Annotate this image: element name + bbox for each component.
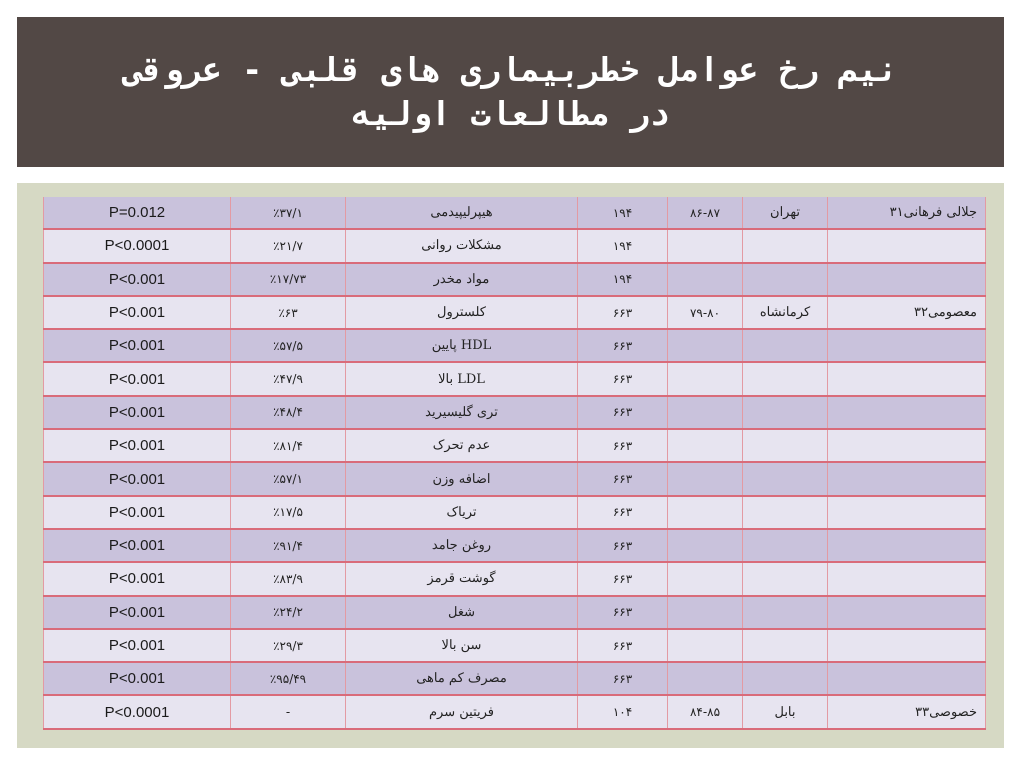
p-value-cell: P<0.001: [44, 496, 231, 529]
risk-factor-cell: روغن جامد: [346, 529, 578, 562]
author-cell: [828, 629, 986, 662]
p-value-cell: P<0.001: [44, 662, 231, 695]
p-value-cell: P<0.001: [44, 529, 231, 562]
p-value-cell: P<0.001: [44, 396, 231, 429]
table-body: [44, 197, 986, 729]
percent-cell: ٪۲۱/۷: [231, 229, 346, 262]
study-year-cell: [668, 329, 743, 362]
risk-factor-cell: LDL بالا: [346, 362, 578, 395]
sample-size-cell: ۶۶۳: [578, 562, 668, 595]
risk-factor-cell: عدم تحرک: [346, 429, 578, 462]
p-value-cell: P<0.001: [44, 263, 231, 296]
author-cell: [828, 529, 986, 562]
table-row: [44, 263, 986, 296]
percent-cell: ٪۲۹/۳: [231, 629, 346, 662]
risk-factor-cell: مشکلات روانی: [346, 229, 578, 262]
city-cell: [743, 462, 828, 495]
table-row: [44, 596, 986, 629]
author-cell: معصومی۳۲: [828, 296, 986, 329]
percent-cell: ٪۳۷/۱: [231, 197, 346, 229]
sample-size-cell: ۶۶۳: [578, 496, 668, 529]
sample-size-cell: ۶۶۳: [578, 529, 668, 562]
city-cell: [743, 562, 828, 595]
city-cell: [743, 362, 828, 395]
slide-title-bar: [17, 17, 1004, 167]
risk-factor-cell: تری گلیسیرید: [346, 396, 578, 429]
city-cell: [743, 529, 828, 562]
city-cell: [743, 229, 828, 262]
author-cell: [828, 429, 986, 462]
author-cell: جلالی فرهانی۳۱: [828, 197, 986, 229]
study-year-cell: [668, 596, 743, 629]
risk-factor-cell: مصرف کم ماهی: [346, 662, 578, 695]
p-value-cell: P<0.001: [44, 362, 231, 395]
city-cell: کرمانشاه: [743, 296, 828, 329]
p-value-cell: P<0.001: [44, 629, 231, 662]
sample-size-cell: ۶۶۳: [578, 662, 668, 695]
table-row: [44, 562, 986, 595]
risk-factor-cell: فریتین سرم: [346, 695, 578, 728]
table-row: [44, 496, 986, 529]
study-year-cell: [668, 396, 743, 429]
city-cell: بابل: [743, 695, 828, 728]
risk-factor-table: [43, 197, 986, 730]
p-value-cell: P<0.001: [44, 462, 231, 495]
sample-size-cell: ۶۶۳: [578, 296, 668, 329]
risk-factor-cell: شغل: [346, 596, 578, 629]
risk-factor-cell: سن بالا: [346, 629, 578, 662]
study-year-cell: ۸۶-۸۷: [668, 197, 743, 229]
percent-cell: ٪۹۵/۴۹: [231, 662, 346, 695]
author-cell: [828, 496, 986, 529]
study-year-cell: ۷۹-۸۰: [668, 296, 743, 329]
table-row: [44, 197, 986, 229]
percent-cell: ٪۹۱/۴: [231, 529, 346, 562]
risk-factor-cell: کلسترول: [346, 296, 578, 329]
p-value-cell: P<0.001: [44, 296, 231, 329]
table-row: [44, 362, 986, 395]
p-value-cell: P<0.0001: [44, 229, 231, 262]
city-cell: [743, 396, 828, 429]
author-cell: [828, 229, 986, 262]
sample-size-cell: ۱۹۴: [578, 197, 668, 229]
risk-factor-cell: مواد مخدر: [346, 263, 578, 296]
sample-size-cell: ۱۰۴: [578, 695, 668, 728]
sample-size-cell: ۱۹۴: [578, 229, 668, 262]
percent-cell: ٪۵۷/۵: [231, 329, 346, 362]
table-row: [44, 429, 986, 462]
p-value-cell: P=0.012: [44, 197, 231, 229]
study-year-cell: [668, 429, 743, 462]
author-cell: [828, 562, 986, 595]
city-cell: [743, 329, 828, 362]
author-cell: [828, 462, 986, 495]
city-cell: [743, 596, 828, 629]
table-row: [44, 695, 986, 728]
city-cell: [743, 629, 828, 662]
sample-size-cell: ۶۶۳: [578, 596, 668, 629]
slide-title-line-1: نیم رخ عوامل خطربیماری های قلبی - عروقی: [123, 50, 898, 89]
sample-size-cell: ۶۶۳: [578, 629, 668, 662]
study-year-cell: [668, 662, 743, 695]
table-row: [44, 396, 986, 429]
author-cell: [828, 596, 986, 629]
percent-cell: ٪۴۷/۹: [231, 362, 346, 395]
slide-title-line-2: در مطالعات اولیه: [351, 94, 670, 133]
study-year-cell: [668, 529, 743, 562]
table-row: [44, 462, 986, 495]
study-year-cell: [668, 496, 743, 529]
study-year-cell: [668, 629, 743, 662]
percent-cell: ٪۸۱/۴: [231, 429, 346, 462]
study-year-cell: [668, 462, 743, 495]
percent-cell: ٪۱۷/۵: [231, 496, 346, 529]
sample-size-cell: ۶۶۳: [578, 429, 668, 462]
city-cell: [743, 496, 828, 529]
author-cell: [828, 329, 986, 362]
p-value-cell: P<0.001: [44, 562, 231, 595]
study-year-cell: [668, 362, 743, 395]
sample-size-cell: ۶۶۳: [578, 362, 668, 395]
sample-size-cell: ۱۹۴: [578, 263, 668, 296]
percent-cell: ٪۸۳/۹: [231, 562, 346, 595]
author-cell: [828, 396, 986, 429]
table-row: [44, 529, 986, 562]
author-cell: خصوصی۳۳: [828, 695, 986, 728]
city-cell: [743, 429, 828, 462]
table-row: [44, 296, 986, 329]
sample-size-cell: ۶۶۳: [578, 396, 668, 429]
risk-factor-cell: گوشت قرمز: [346, 562, 578, 595]
author-cell: [828, 662, 986, 695]
sample-size-cell: ۶۶۳: [578, 462, 668, 495]
study-year-cell: [668, 263, 743, 296]
percent-cell: -: [231, 695, 346, 728]
study-year-cell: ۸۴-۸۵: [668, 695, 743, 728]
sample-size-cell: ۶۶۳: [578, 329, 668, 362]
table-row: [44, 229, 986, 262]
percent-cell: ٪۱۷/۷۳: [231, 263, 346, 296]
percent-cell: ٪۵۷/۱: [231, 462, 346, 495]
percent-cell: ٪۲۴/۲: [231, 596, 346, 629]
percent-cell: ٪۴۸/۴: [231, 396, 346, 429]
p-value-cell: P<0.0001: [44, 695, 231, 728]
author-cell: [828, 362, 986, 395]
table-row: [44, 629, 986, 662]
table-row: [44, 662, 986, 695]
p-value-cell: P<0.001: [44, 329, 231, 362]
city-cell: [743, 263, 828, 296]
city-cell: تهران: [743, 197, 828, 229]
author-cell: [828, 263, 986, 296]
study-year-cell: [668, 229, 743, 262]
table-row: [44, 329, 986, 362]
table-frame: [17, 183, 1004, 748]
percent-cell: ٪۶۳: [231, 296, 346, 329]
risk-factor-cell: اضافه وزن: [346, 462, 578, 495]
study-year-cell: [668, 562, 743, 595]
p-value-cell: P<0.001: [44, 429, 231, 462]
city-cell: [743, 662, 828, 695]
risk-factor-cell: HDL پایین: [346, 329, 578, 362]
risk-factor-cell: هیپرلیپیدمی: [346, 197, 578, 229]
risk-factor-cell: تریاک: [346, 496, 578, 529]
p-value-cell: P<0.001: [44, 596, 231, 629]
